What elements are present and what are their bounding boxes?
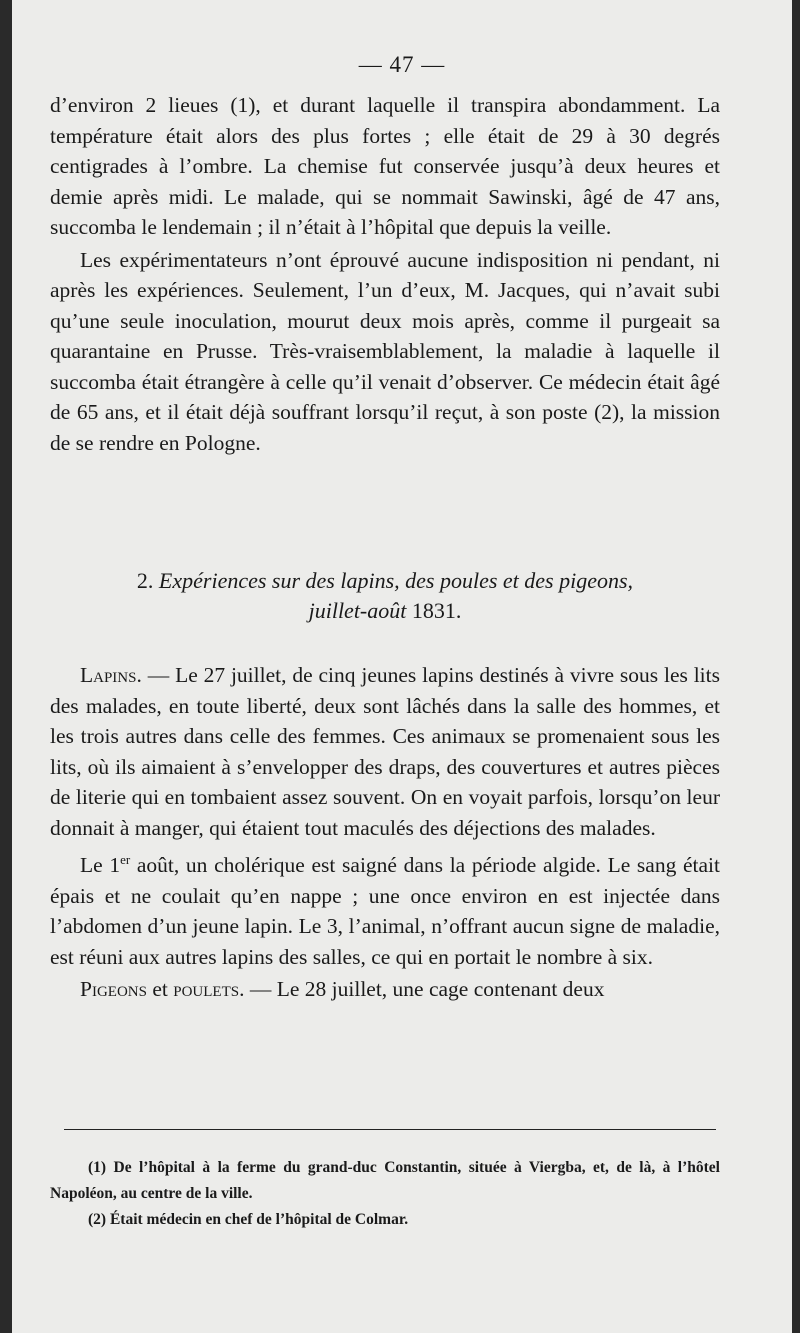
pigeons-text: — Le 28 juillet, une cage contenant deux bbox=[244, 977, 605, 1002]
aout-start: Le 1 bbox=[80, 853, 121, 878]
footnote-divider bbox=[64, 1129, 716, 1130]
section-year: 1831. bbox=[411, 598, 462, 623]
pigeons-et: et bbox=[146, 977, 174, 1002]
footnote-2: (2) Était médecin en chef de l’hôpital de Colmar. bbox=[88, 1211, 409, 1228]
paragraph-pigeons bbox=[50, 974, 720, 1005]
paragraph-continuation: d’environ 2 lieues (1), et durant laquelle il transpira abondamment. La température était alors des plus fortes ; elle était de 29 à 30 degrés centigrades à l’ombre. La chemise fut conservée jusqu’à deux heures et demie après midi. Le malade, qui se nommait Sawinski, âgé de 47 ans, succomba le lendemain ; il n’était à l’hôpital que depuis la veille. bbox=[50, 93, 720, 239]
lapins-text: — Le 27 juillet, de cinq jeunes lapins destinés à vivre sous les lits des malades, en toute liberté, deux sont lâchés dans la salle des hommes, et les trois autres dans celle des femmes. Ces animaux se promenaient sous les lits, où ils aimaient à s’envelopper des draps, des couvertures et autres pièces de literie qui en tombaient assez souvent. On en voyait parfois, lorsqu’on leur donnait à manger, qui étaient tout maculés des déjections des malades. bbox=[50, 663, 720, 840]
paragraph-experimenters: Les expérimentateurs n’ont éprouvé aucune indisposition ni pendant, ni après les expériences. Seulement, l’un d’eux, M. Jacques, qui n’avait subi qu’une seule inoculation, mourut deux mois après, comme il purgeait sa quarantaine en Prusse. Très-vraisemblablement, la maladie à laquelle il succomba était étrangère à celle qu’il venait d’observer. Ce médecin était âgé de 65 ans, et il était déjà souffrant lorsqu’il reçut, à son poste (2), la mission de se rendre en Pologne. bbox=[50, 247, 720, 455]
section-title: Expériences sur des lapins, des poules et des pigeons, bbox=[158, 568, 634, 593]
pigeons-label: Pigeons bbox=[80, 977, 147, 1002]
body-block-2 bbox=[50, 660, 720, 1005]
footnote-1: (1) De l’hôpital à la ferme du grand-duc Constantin, située à Viergba, et, de là, à l’hôtel Napoléon, au centre de la ville. bbox=[50, 1159, 720, 1202]
body-block-1 bbox=[50, 90, 720, 458]
paragraph-lapins bbox=[50, 660, 720, 843]
aout-text: août, un cholérique est saigné dans la période algide. Le sang était épais et ne coulait qu’en nappe ; une once environ en est injectée dans l’abdomen d’un jeune lapin. Le 3, l’animal, n’offrant aucun signe de maladie, est réuni aux autres lapins des salles, ce qui en portait le nombre à six. bbox=[50, 853, 720, 969]
poulets-label: poulets. bbox=[173, 977, 245, 1002]
section-heading-line2 bbox=[50, 596, 720, 626]
book-page bbox=[12, 0, 792, 1333]
lapins-label: Lapins. bbox=[80, 663, 142, 687]
aout-superscript: er bbox=[120, 852, 131, 867]
paragraph-aout bbox=[50, 845, 720, 972]
section-number: 2. bbox=[136, 568, 154, 593]
section-dates: juillet-août bbox=[308, 598, 407, 623]
page-number: — 47 — bbox=[358, 52, 446, 77]
footnotes bbox=[50, 1155, 720, 1233]
section-heading bbox=[50, 566, 720, 626]
section-heading-line1 bbox=[50, 566, 720, 596]
